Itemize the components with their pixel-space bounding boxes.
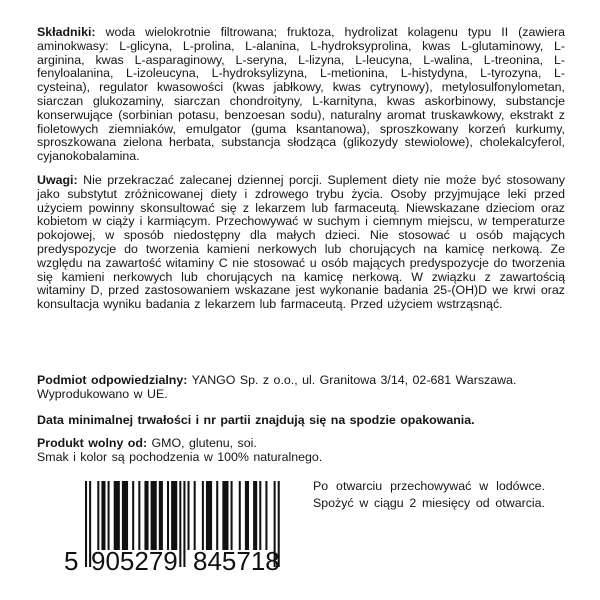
responsible-entity-text: YANGO Sp. z o.o., ul. Granitowa 3/14, 02-681 Warszawa. xyxy=(191,373,517,387)
ingredients-heading: Składniki: xyxy=(37,25,96,39)
notes-heading: Uwagi: xyxy=(37,173,78,187)
natural-origin-text: Smak i kolor są pochodzenia w 100% naturalnego. xyxy=(37,449,323,464)
notes-paragraph xyxy=(37,174,565,312)
storage-instructions xyxy=(313,478,545,512)
storage-line-2: Spożyć w ciągu 2 miesięcy od otwarcia. xyxy=(313,496,545,510)
responsible-entity-paragraph xyxy=(37,374,565,402)
responsible-entity-heading: Podmiot odpowiedzialny: xyxy=(37,373,188,387)
free-from-heading: Produkt wolny od: xyxy=(37,436,148,450)
barcode-digit-first: 5 xyxy=(64,546,79,576)
free-from-text: GMO, glutenu, soi. xyxy=(151,436,257,450)
barcode-digits-left: 905279 xyxy=(91,546,178,576)
durability-notice xyxy=(37,414,565,428)
notes-text: Nie przekraczać zalecanej dziennej porcji. Suplement diety nie może być stosowany jako substytut zróżnicowanej diety i zdrowego trybu życia. Osoby przyjmujące leki przed użyciem powinny skonsultować się z lekarzem lub farmaceutą. Niewskazane dzieciom oraz kobietom w ciąży i karmiącym. Przechowywać w suchym i ciemnym miejscu, w temperaturze pokojowej, w sposób niedostępny dla małych dzieci. Nie stosować u osób mających predyspozycje do tworzenia kamieni nerkowych lub chorujących na kamicę nerkową. Ze względu na zawartość witaminy C nie stosować u osób mających predyspozycje do tworzenia się kamieni nerkowych lub chorujących na kamicę nerkową. W związku z zawartością witaminy D, przed zastosowaniem wskazane jest wykonanie badania 25-(OH)D we krwi oraz konsultacja wyniku badania z lekarzem lub farmaceutą. Przed użyciem wstrząsnąć. xyxy=(37,173,566,312)
produced-in-text: Wyprodukowano w UE. xyxy=(37,386,168,401)
durability-text: Data minimalnej trwałości i nr partii znajdują się na spodzie opakowania. xyxy=(37,413,475,427)
barcode-digits-right: 845718 xyxy=(193,546,280,576)
ean13-barcode xyxy=(60,481,305,591)
ingredients-text: woda wielokrotnie filtrowana; fruktoza, hydrolizat kolagenu typu II (zawiera aminokwasy: L-glicyna, L-prolina, L-alanina, L-hydroksyprolina, kwas L-glutaminowy, L-arginina, kwas L-asparaginowy, L-seryna, L-lizyna, L-leucyna, L-walina, L-treonina, L-fenyloalanina, L-izoleucyna, L-hydroksylizyna, L-metionina, L-histydyna, L-tyrozyna, L-cysteina), regulator kwasowości (kwas jabłkowy, kwas cytrynowy), metylosulfonylometan, siarczan glukozaminy, siarczan chondroityny, L-karnityna, kwas askorbinowy, substancje konserwujące (sorbinian potasu, benzoesan sodu), naturalny aromat truskawkowy, ekstrakt z fioletowych ziemniaków, emulgator (guma ksantanowa), sproszkowany korzeń kurkumy, sproszkowana zielona herbata, substancja słodząca (glikozydy stewiolowe), cholekalcyferol, cyjanokobalamina. xyxy=(37,25,565,164)
storage-line-1: Po otwarciu przechowywać w lodówce. xyxy=(313,479,545,493)
ingredients-paragraph xyxy=(37,26,565,164)
free-from-paragraph xyxy=(37,437,565,465)
